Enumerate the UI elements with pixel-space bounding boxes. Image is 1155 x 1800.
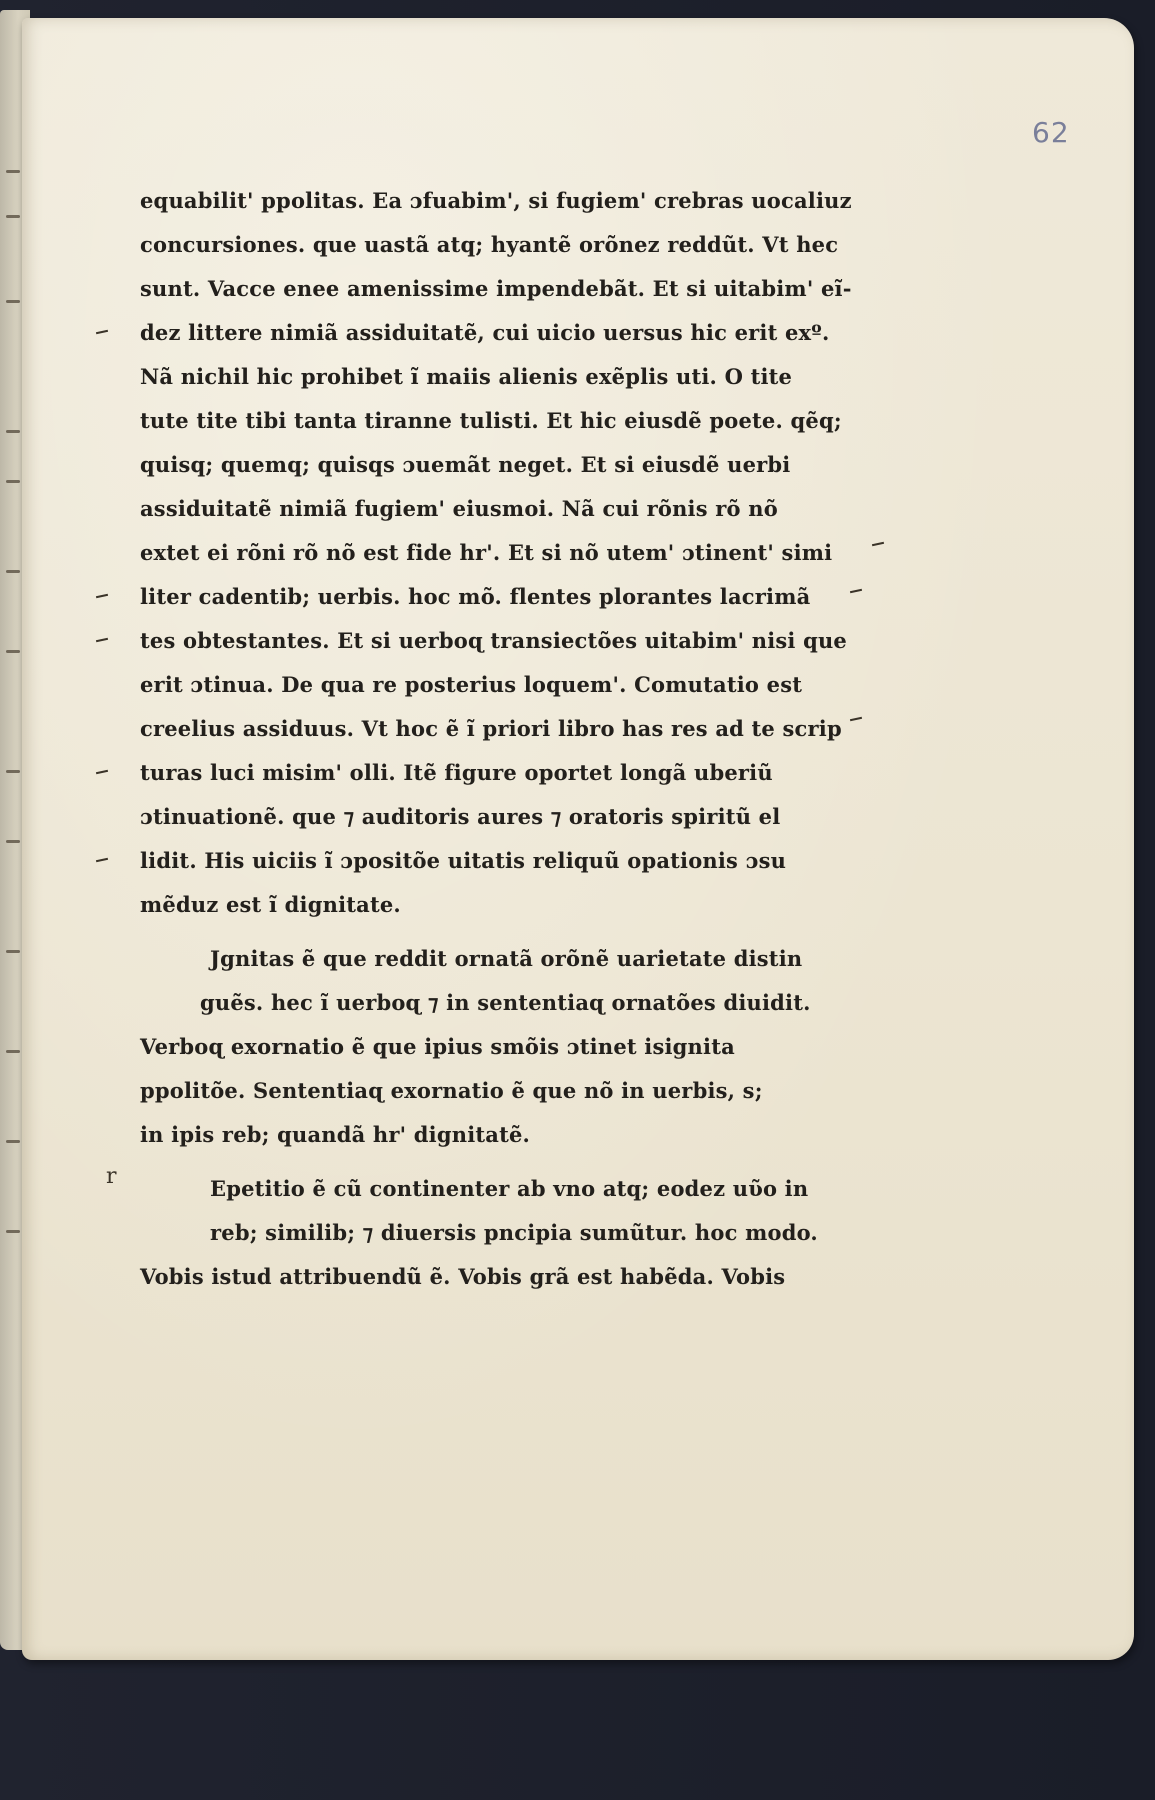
text-line: assiduitatẽ nimiã fugiem' eiusmoi. Nã cui rõnis rõ nõ <box>140 496 778 521</box>
text-line: sunt. Vacce enee amenissime impendebãt. Et si uitabim' eĩ- <box>140 276 852 301</box>
folio-number: 62 <box>1032 116 1070 149</box>
text-line: Vobis istud attribuendũ ẽ. Vobis grã est habẽda. Vobis <box>140 1264 786 1289</box>
ink-fragment <box>6 430 20 433</box>
text-line: liter cadentib; uerbis. hoc mõ. flentes plorantes lacrimã <box>140 584 811 609</box>
ink-fragment <box>6 650 20 653</box>
text-line: tes obtestantes. Et si uerboɋ transiectões uitabim' nisi que <box>140 628 847 653</box>
line-break-mark <box>96 330 108 334</box>
text-line: ppolitõe. Sententiaɋ exornatio ẽ que nõ in uerbis, s; <box>140 1078 763 1103</box>
text-line: equabilit' ppolitas. Ea ɔfuabim', si fugiem' crebras uocaliuz <box>140 188 852 213</box>
text-line: reb; similib; ⁊ diuersis pncipia sumũtur. hoc modo. <box>210 1220 818 1245</box>
manuscript-page <box>22 18 1134 1660</box>
text-line: tute tite tibi tanta tiranne tulisti. Et hic eiusdẽ poete. qẽq; <box>140 408 842 433</box>
line-break-mark <box>850 589 862 593</box>
text-line: creelius assiduus. Vt hoc ẽ ĩ priori libro has res ad te scrip <box>140 716 842 741</box>
line-break-mark <box>96 770 108 774</box>
line-break-mark <box>96 858 108 862</box>
ink-fragment <box>6 215 20 218</box>
margin-mark: r <box>106 1164 117 1189</box>
text-line: concursiones. que uastã atq; hyantẽ orõnez reddũt. Vt hec <box>140 232 839 257</box>
text-line: erit ɔtinua. De qua re posterius loquem'. Comutatio est <box>140 672 803 697</box>
line-break-mark <box>850 717 862 721</box>
ink-fragment <box>6 840 20 843</box>
text-line: Epetitio ẽ cũ continenter ab vno atq; eodez uῦo in <box>210 1176 809 1201</box>
text-line: dez littere nimiã assiduitatẽ, cui uicio uersus hic erit exº. <box>140 320 830 345</box>
text-line: mẽduz est ĩ dignitate. <box>140 892 401 917</box>
line-break-mark <box>872 542 884 546</box>
text-line: Jgnitas ẽ que reddit ornatã orõnẽ uarietate distin <box>210 946 803 971</box>
text-line: guẽs. hec ĩ uerboɋ ⁊ in sententiaɋ ornatões diuidit. <box>200 990 811 1015</box>
text-line: Nã nichil hic prohibet ĩ maiis alienis exẽplis uti. O tite <box>140 364 793 389</box>
text-line: in ipis reb; quandã hr' dignitatẽ. <box>140 1122 531 1147</box>
line-break-mark <box>96 638 108 642</box>
ink-fragment <box>6 1050 20 1053</box>
ink-fragment <box>6 1230 20 1233</box>
text-line: Verboɋ exornatio ẽ que ipius smõis ɔtinet isignita <box>140 1034 735 1059</box>
text-line: lidit. His uiciis ĩ ɔpositõe uitatis reliquũ opationis ɔsu <box>140 848 787 873</box>
text-line: extet ei rõni rõ nõ est fide hr'. Et si nõ utem' ɔtinent' simi <box>140 540 833 565</box>
ink-fragment <box>6 950 20 953</box>
line-break-mark <box>96 594 108 598</box>
ink-fragment <box>6 170 20 173</box>
text-line: ɔtinuationẽ. que ⁊ auditoris aures ⁊ oratoris spiritũ el <box>140 804 781 829</box>
ink-fragment <box>6 480 20 483</box>
ink-fragment <box>6 300 20 303</box>
ink-fragment <box>6 1140 20 1143</box>
text-line: turas luci misim' olli. Itẽ figure oportet longã uberiũ <box>140 760 773 785</box>
text-line: quisq; quemq; quisqs ɔuemãt neget. Et si eiusdẽ uerbi <box>140 452 791 477</box>
ink-fragment <box>6 570 20 573</box>
ink-fragment <box>6 770 20 773</box>
